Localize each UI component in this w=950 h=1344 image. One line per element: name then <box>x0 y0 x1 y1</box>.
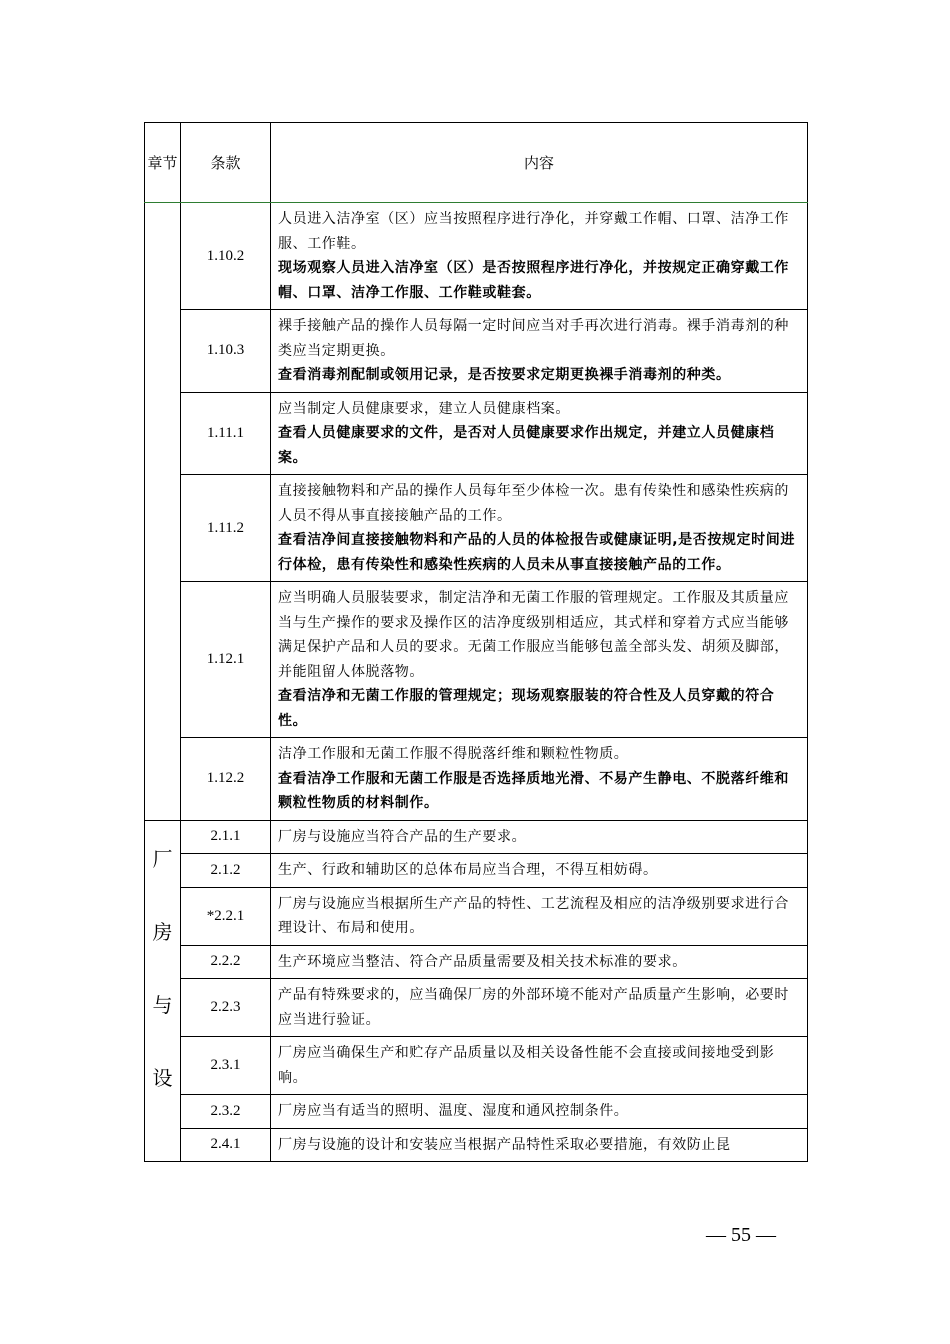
table-row <box>145 945 808 979</box>
content-cell <box>271 1095 808 1129</box>
page-number: — 55 — <box>706 1224 776 1246</box>
table-row <box>145 820 808 854</box>
content-cell <box>271 1037 808 1095</box>
table-row <box>145 1095 808 1129</box>
clause-number: 2.2.3 <box>181 979 271 1037</box>
header-content: 内容 <box>271 123 808 203</box>
table-row <box>145 392 808 475</box>
clause-number: *2.2.1 <box>181 887 271 945</box>
clause-number: 1.11.2 <box>181 475 271 582</box>
table-row <box>145 203 808 310</box>
table-row <box>145 738 808 821</box>
chapter-label: 厂房与设 <box>152 846 173 1090</box>
clause-number: 2.3.2 <box>181 1095 271 1129</box>
clause-number: 1.10.2 <box>181 203 271 310</box>
requirement-text: 应当明确人员服装要求，制定洁净和无菌工作服的管理规定。工作服及其质量应当与生产操作的要求及操作区的洁净度级别相适应，其式样和穿着方式应当能够满足保护产品和人员的要求。无菌工作服应当能够包盖全部头发、胡须及脚部，并能阻留人体脱落物。 <box>278 590 789 680</box>
requirement-text: 厂房与设施的设计和安装应当根据产品特性采取必要措施，有效防止昆 <box>278 1136 731 1153</box>
content-cell <box>271 945 808 979</box>
clause-number: 1.12.2 <box>181 738 271 821</box>
clause-number: 1.10.3 <box>181 310 271 393</box>
requirement-text: 生产、行政和辅助区的总体布局应当合理，不得互相妨碍。 <box>278 862 658 878</box>
content-cell <box>271 887 808 945</box>
requirement-text: 厂房应当确保生产和贮存产品质量以及相关设备性能不会直接或间接地受到影响。 <box>278 1045 775 1086</box>
clause-number: 2.2.2 <box>181 945 271 979</box>
requirement-text: 厂房应当有适当的照明、温度、湿度和通风控制条件。 <box>278 1103 629 1119</box>
clause-number: 1.11.1 <box>181 392 271 475</box>
clause-number: 2.1.2 <box>181 854 271 888</box>
table-row <box>145 887 808 945</box>
requirement-text: 应当制定人员健康要求，建立人员健康档案。 <box>278 400 570 417</box>
content-cell <box>271 1128 808 1162</box>
inspection-method-text: 查看洁净间直接接触物料和产品的人员的体检报告或健康证明,是否按规定时间进行体检，患有传染性和感染性疾病的人员未从事直接接触产品的工作。 <box>278 532 795 573</box>
checklist-table <box>144 122 808 1162</box>
clause-number: 2.3.1 <box>181 1037 271 1095</box>
content-cell <box>271 979 808 1037</box>
requirement-text: 裸手接触产品的操作人员每隔一定时间应当对手再次进行消毒。裸手消毒剂的种类应当定期更换。 <box>278 318 789 359</box>
requirement-text: 厂房与设施应当符合产品的生产要求。 <box>278 828 527 845</box>
table-row <box>145 1037 808 1095</box>
chapter-cell <box>145 203 181 821</box>
chapter-cell <box>145 820 181 1162</box>
requirement-text: 产品有特殊要求的，应当确保厂房的外部环境不能对产品质量产生影响，必要时应当进行验证。 <box>278 987 789 1028</box>
requirement-text: 人员进入洁净室（区）应当按照程序进行净化，并穿戴工作帽、口罩、洁净工作服、工作鞋。 <box>278 211 789 252</box>
requirement-text: 直接接触物料和产品的操作人员每年至少体检一次。患有传染性和感染性疾病的人员不得从事直接接触产品的工作。 <box>278 483 789 524</box>
table-row <box>145 1128 808 1162</box>
table-row <box>145 979 808 1037</box>
content-cell <box>271 854 808 888</box>
content-cell <box>271 310 808 393</box>
clause-number: 2.1.1 <box>181 820 271 854</box>
content-cell <box>271 738 808 821</box>
content-cell <box>271 820 808 854</box>
table-header-row <box>145 123 808 203</box>
requirement-text: 洁净工作服和无菌工作服不得脱落纤维和颗粒性物质。 <box>278 746 629 762</box>
content-cell <box>271 392 808 475</box>
clause-number: 2.4.1 <box>181 1128 271 1162</box>
header-chapter: 章节 <box>145 123 181 203</box>
inspection-method-text: 查看洁净工作服和无菌工作服是否选择质地光滑、不易产生静电、不脱落纤维和颗粒性物质的材料制作。 <box>278 770 789 811</box>
table-row <box>145 310 808 393</box>
content-cell <box>271 582 808 738</box>
content-cell <box>271 203 808 310</box>
table-row <box>145 582 808 738</box>
inspection-method-text: 查看人员健康要求的文件，是否对人员健康要求作出规定，并建立人员健康档案。 <box>278 425 775 466</box>
table-row <box>145 854 808 888</box>
content-cell <box>271 475 808 582</box>
table-row <box>145 475 808 582</box>
requirement-text: 生产环境应当整洁、符合产品质量需要及相关技术标准的要求。 <box>278 953 687 970</box>
header-clause: 条款 <box>181 123 271 203</box>
inspection-method-text: 现场观察人员进入洁净室（区）是否按照程序进行净化，并按规定正确穿戴工作帽、口罩、洁净工作服、工作鞋或鞋套。 <box>278 260 789 301</box>
clause-number: 1.12.1 <box>181 582 271 738</box>
requirement-text: 厂房与设施应当根据所生产产品的特性、工艺流程及相应的洁净级别要求进行合理设计、布局和使用。 <box>278 895 789 936</box>
inspection-method-text: 查看洁净和无菌工作服的管理规定；现场观察服装的符合性及人员穿戴的符合性。 <box>278 688 775 729</box>
inspection-method-text: 查看消毒剂配制或领用记录，是否按要求定期更换裸手消毒剂的种类。 <box>278 367 731 383</box>
